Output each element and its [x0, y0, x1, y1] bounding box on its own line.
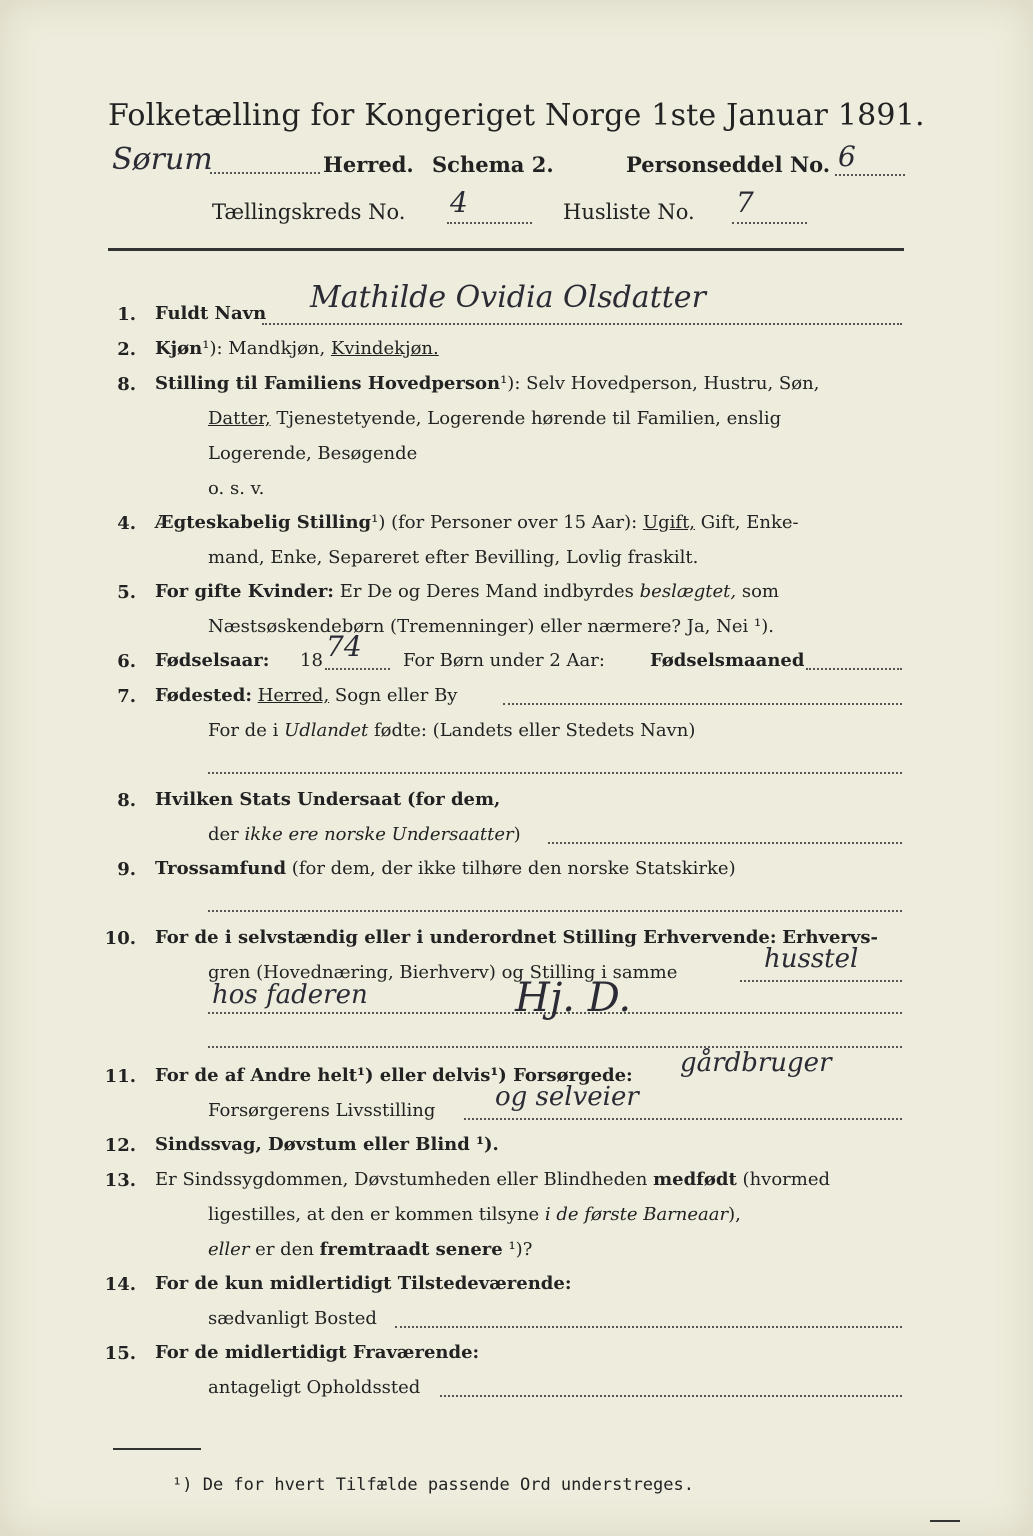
q8-close: ): [513, 824, 521, 845]
q10-answer1: husstel: [764, 944, 859, 974]
personseddel-value: 6: [838, 140, 856, 173]
q12-label: Sindssvag, Døvstum eller Blind ¹).: [155, 1134, 499, 1155]
q15-line2: antageligt Opholdssted: [208, 1377, 421, 1398]
header-rule: [108, 248, 904, 251]
q4-label: Ægteskabelig Stilling: [155, 512, 372, 533]
q11-sup1: ¹): [357, 1065, 374, 1086]
q8-dotline: [548, 842, 902, 844]
q8-der: der: [208, 824, 239, 845]
q7-rest: Sogn eller By: [334, 685, 458, 706]
q13-line3: [208, 1239, 532, 1260]
q10-marginal-mark: Hj. D.: [515, 975, 632, 1021]
q4-opt-ugift: Ugift,: [642, 512, 696, 533]
q13-line2b: ),: [728, 1204, 741, 1225]
q11-number: 11.: [104, 1066, 136, 1087]
q14-line2: sædvanligt Bosted: [208, 1308, 377, 1329]
q9-number: 9.: [117, 859, 136, 880]
q7-udlandet: Udlandet: [284, 720, 369, 741]
q4-line1: [155, 512, 799, 533]
q13-paren: (hvormed: [742, 1169, 831, 1190]
q5-text: Er De og Deres Mand indbyrdes: [339, 581, 634, 602]
q11-line2: Forsørgerens Livsstilling: [208, 1100, 436, 1121]
q4-paren: (for Personer over 15 Aar):: [391, 512, 638, 533]
q11-sup2: ¹): [490, 1065, 507, 1086]
q11-label-c: Forsørgede:: [513, 1065, 633, 1086]
q3-opt-datter: Datter,: [208, 408, 271, 429]
q9-line1: [155, 858, 736, 879]
footnote: ¹) De for hvert Tilfælde passende Ord understreges.: [172, 1475, 694, 1495]
q2-number: 2.: [117, 339, 136, 360]
q2-opt-mandkjon: Mandkjøn,: [228, 338, 326, 359]
q13-eller: eller: [208, 1239, 250, 1260]
q7-number: 7.: [117, 686, 136, 707]
q5-line1: [155, 581, 779, 602]
q3-line2: [208, 408, 781, 429]
q3-options-2: Tjenestetyende, Logerende hørende til Familien, enslig: [276, 408, 782, 429]
q10-answer2: hos faderen: [212, 980, 368, 1010]
q15-label: For de midlertidigt Fraværende:: [155, 1342, 480, 1363]
herred-value: Sørum: [112, 142, 213, 177]
q13-number: 13.: [104, 1170, 136, 1191]
q10-line2: gren (Hovednæring, Bierhverv) og Stilling i samme: [208, 962, 678, 983]
q1-dotline: [262, 323, 902, 325]
kreds-dotline: [447, 222, 532, 224]
q3-options-1: Selv Hovedperson, Hustru, Søn,: [526, 373, 820, 394]
q15-dotline: [440, 1395, 902, 1397]
q8-line2: [208, 824, 521, 845]
q7-label: Fødested:: [155, 685, 252, 706]
herred-dotline: [210, 172, 320, 174]
q1-number: 1.: [117, 304, 136, 325]
q8-line1: [155, 789, 500, 810]
kreds-value: 4: [450, 186, 468, 219]
q8-number: 8.: [117, 790, 136, 811]
footnote-rule: [113, 1448, 201, 1450]
q6-label: Fødselsaar:: [155, 650, 270, 671]
form-title: Folketælling for Kongeriget Norge 1ste Januar 1891.: [108, 98, 925, 133]
q2-label: Kjøn: [155, 338, 203, 359]
q13-fremtraadt: fremtraadt senere: [319, 1239, 503, 1260]
personseddel-label: Personseddel No.: [626, 152, 831, 177]
q2-opt-kvindekjon: Kvindekjøn.: [330, 338, 439, 359]
q1-answer-name: Mathilde Ovidia Olsdatter: [310, 280, 706, 315]
q11-answer2: og selveier: [495, 1082, 639, 1112]
q10-dotline1: [740, 980, 902, 982]
q5-som: som: [741, 581, 779, 602]
q10-label2: Erhvervs-: [782, 927, 878, 948]
q3-number: 8.: [117, 374, 136, 395]
q10-label: For de i selvstændig eller i underordnet Stilling Erhvervende:: [155, 927, 777, 948]
schema-label: Schema 2.: [432, 152, 554, 177]
q6-text: For Børn under 2 Aar:: [403, 650, 605, 671]
q3-line4: o. s. v.: [208, 478, 265, 499]
q14-dotline: [395, 1326, 902, 1328]
q13-medfodt: medfødt: [653, 1169, 737, 1190]
q9-dotline: [208, 910, 902, 912]
q1-label: Fuldt Navn: [155, 303, 267, 324]
q6-dotline-year: [325, 668, 390, 670]
q5-beslaegtet: beslægtet,: [639, 581, 737, 602]
q15-number: 15.: [104, 1343, 136, 1364]
q10-number: 10.: [104, 928, 136, 949]
q11-label: For de af Andre helt: [155, 1065, 358, 1086]
herred-label: Herred.: [323, 152, 414, 177]
q8-paren: (for dem,: [406, 789, 501, 810]
q4-line2: mand, Enke, Separeret efter Bevilling, Lovlig fraskilt.: [208, 547, 699, 568]
personseddel-dotline: [835, 174, 905, 176]
q11-label-b: eller delvis: [379, 1065, 491, 1086]
q8-label: Hvilken Stats Undersaat: [155, 789, 402, 810]
husliste-dotline: [732, 222, 807, 224]
q13-line2a: ligestilles, at den er kommen tilsyne: [208, 1204, 540, 1225]
q6-number: 6.: [117, 651, 136, 672]
q13-sup: ¹)?: [508, 1239, 533, 1260]
q2-line: [155, 338, 439, 359]
q6-label2: Fødselsmaaned: [650, 650, 805, 671]
q6-prefix: 18: [300, 650, 323, 671]
q7-line2b: fødte: (Landets eller Stedets Navn): [373, 720, 696, 741]
q13-label: Er Sindssygdommen, Døvstumheden eller Blindheden: [155, 1169, 648, 1190]
q11-dotline: [464, 1118, 902, 1120]
q7-opt-herred: Herred,: [257, 685, 330, 706]
q14-number: 14.: [104, 1274, 136, 1295]
q14-label: For de kun midlertidigt Tilstedeværende:: [155, 1273, 572, 1294]
q9-paren: (for dem, der ikke tilhøre den norske Statskirke): [291, 858, 736, 879]
q6-answer-year: 74: [326, 630, 362, 663]
q3-sup: ¹):: [500, 373, 521, 394]
q7-dotline2: [208, 772, 902, 774]
corner-mark: [930, 1520, 960, 1522]
q7-line2: [208, 720, 695, 741]
q7-dotline1: [503, 703, 902, 705]
q7-line1: [155, 685, 457, 706]
q13-forste-barneaar: i de første Barneaar: [544, 1204, 729, 1225]
kreds-label: Tællingskreds No.: [212, 200, 406, 224]
husliste-label: Husliste No.: [563, 200, 695, 224]
q5-label: For gifte Kvinder:: [155, 581, 334, 602]
q3-line1: [155, 373, 819, 394]
q6-dotline-month: [806, 668, 902, 670]
q5-line2: Næstsøskendebørn (Tremenninger) eller nærmere? Ja, Nei ¹).: [208, 616, 774, 637]
q9-label: Trossamfund: [155, 858, 287, 879]
q13-line2: [208, 1204, 741, 1225]
q4-rest: Gift, Enke-: [700, 512, 799, 533]
q3-line3: Logerende, Besøgende: [208, 443, 418, 464]
q7-line2a: For de i: [208, 720, 279, 741]
q4-number: 4.: [117, 513, 136, 534]
q5-number: 5.: [117, 582, 136, 603]
q13-line1: [155, 1169, 830, 1190]
husliste-value: 7: [736, 186, 754, 219]
q2-sup: ¹):: [202, 338, 223, 359]
q11-answer1: gårdbruger: [680, 1048, 832, 1078]
q3-label: Stilling til Familiens Hovedperson: [155, 373, 501, 394]
q12-number: 12.: [104, 1135, 136, 1156]
q4-sup: ¹): [371, 512, 386, 533]
q13-er-den: er den: [255, 1239, 314, 1260]
q8-ikke-norske: ikke ere norske Undersaatter: [244, 824, 514, 845]
